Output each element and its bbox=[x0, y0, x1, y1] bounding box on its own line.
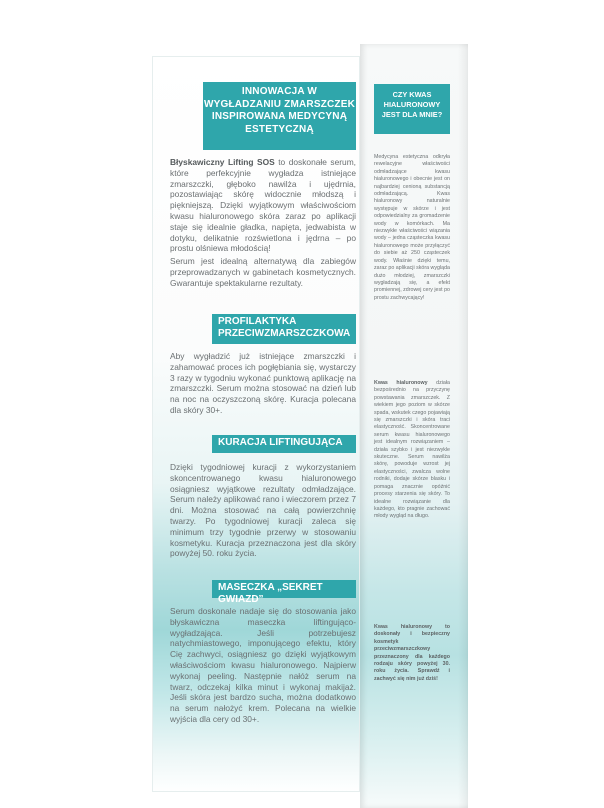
alternative-paragraph: Serum jest idealną alternatywą dla zabiegów przeprowadzanych w gabinetach kosmetycznych. Gwarantuje spektakularne rezultaty. bbox=[170, 256, 356, 288]
section-text-mask: Serum doskonale nadaje się do stosowania jako błyskawiczna maseczka liftingująco-wygładzająca. Jeśli potrzebujesz natychmiastowego, imponującego efektu, który Cię zachwyci, osiągniesz go dzięki wyjątkowym właściwościom kwasu hialuronowego. Najpierw wykonaj peeling. Następnie nałóż serum na twarz, odczekaj kilka minut i wykonaj makijaż. Jeśli skóra jest bardzo sucha, można dodatkowo na serum nałożyć krem. Polecana na wielkie wyjścia dla cery od 30+. bbox=[170, 606, 356, 724]
section-heading-prophylaxis: PROFILAKTYKA PRZECIWZMARSZCZKOWA bbox=[212, 314, 356, 344]
side-text-summary: Kwas hialuronowy to doskonały i bezpieczny kosmetyk przeciwzmarszczkowy przeznaczony dla każdego rodzaju skóry powyżej 30. roku życia. Sprawdź i zachwyć się nim już dziś! bbox=[374, 624, 450, 682]
intro-paragraph bbox=[170, 157, 356, 254]
side-text-action bbox=[374, 380, 450, 521]
side-label: Kwas hialuronowy bbox=[374, 380, 428, 386]
product-name: Błyskawiczny Lifting SOS bbox=[170, 157, 275, 167]
side-action-text: działa bezpośrednio na przyczynę powstawania zmarszczek. Z wiekiem jego poziom w skórze spada, wskutek czego pojawiają się zmarszczki i skóra traci elastyczność. Skoncentrowane serum kwasu hialuronowego jest idealnym rozwiązaniem – działa szybko i jest niezwykle skuteczne. Serum nawilża skórę, powoduje wzrost jej elastyczności, zwalcza wolne rodniki, dodaje skórze blasku i pomaga znacznie opóźnić procesy starzenia się skóry. To idealne rozwiązanie dla każdego, kto pragnie zachować młody wygląd na długo. bbox=[374, 380, 450, 520]
section-text-lifting: Dzięki tygodniowej kuracji z wykorzystaniem skoncentrowanego kwasu hialuronowego osiągniesz wyjątkowe rezultaty odmładzające. Serum należy aplikować rano i wieczorem przez 7 dni. Można stosować na całą powierzchnię twarzy. Po tygodniowej kuracji zaleca się minimum trzy tygodnie przerwy w stosowaniu kosmetyku. Kuracja przeznaczona jest dla skóry powyżej 50. roku życia. bbox=[170, 462, 356, 559]
section-text-prophylaxis: Aby wygładzić już istniejące zmarszczki i zahamować proces ich pogłębiania się, wystarczy 3 razy w tygodniu wykonać punktową aplikację na zmarszczki. Serum można stosować na dzień lub na noc na oczyszczoną skórę. Kuracja polecana dla skóry 30+. bbox=[170, 351, 356, 415]
section-heading-lifting: KURACJA LIFTINGUJĄCA bbox=[212, 435, 356, 453]
side-text-intro: Medycyna estetyczna odkryła rewelacyjne właściwości odmładzające kwasu hialuronowego i obecnie jest on najbardziej cenioną substancją odmładzającą. Kwas hialuronowy naturalnie występuje w skórze i jest odpowiedzialny za gromadzenie wody w komórkach. Ma niezwykłe właściwości wiązania wody – jedna cząsteczka kwasu hialuronowego może przyłączyć do siebie aż 250 cząsteczek wody. Właśnie dzięki temu, zaraz po aplikacji skóra wygląda dużo młodziej, zmarszczki wygładzają się, a efekt promiennej, zdrowej cery jest po prostu zachwycający! bbox=[374, 154, 450, 301]
main-heading: INNOWACJA W WYGŁADZANIU ZMARSZCZEK INSPIROWANA MEDYCYNĄ ESTETYCZNĄ bbox=[203, 82, 356, 150]
intro-text: to doskonałe serum, które perfekcyjnie wygładza istniejące zmarszczki, głęboko nawilża i ujędrnia, pozostawiając skórę widocznie młodszą i piękniejszą. Dzięki wyjątkowym właściwościom kwasu hialuronowego skóra zaraz po aplikacji staje się idealnie gładka, napięta, jedwabista w dotyku, delikatnie rozświetlona i jędrna – po prostu olśniewa młodością! bbox=[170, 157, 356, 254]
section-heading-mask: MASECZKA „SEKRET GWIAZD” bbox=[212, 580, 356, 598]
side-heading: CZY KWAS HIALURONOWY JEST DLA MNIE? bbox=[374, 84, 450, 134]
